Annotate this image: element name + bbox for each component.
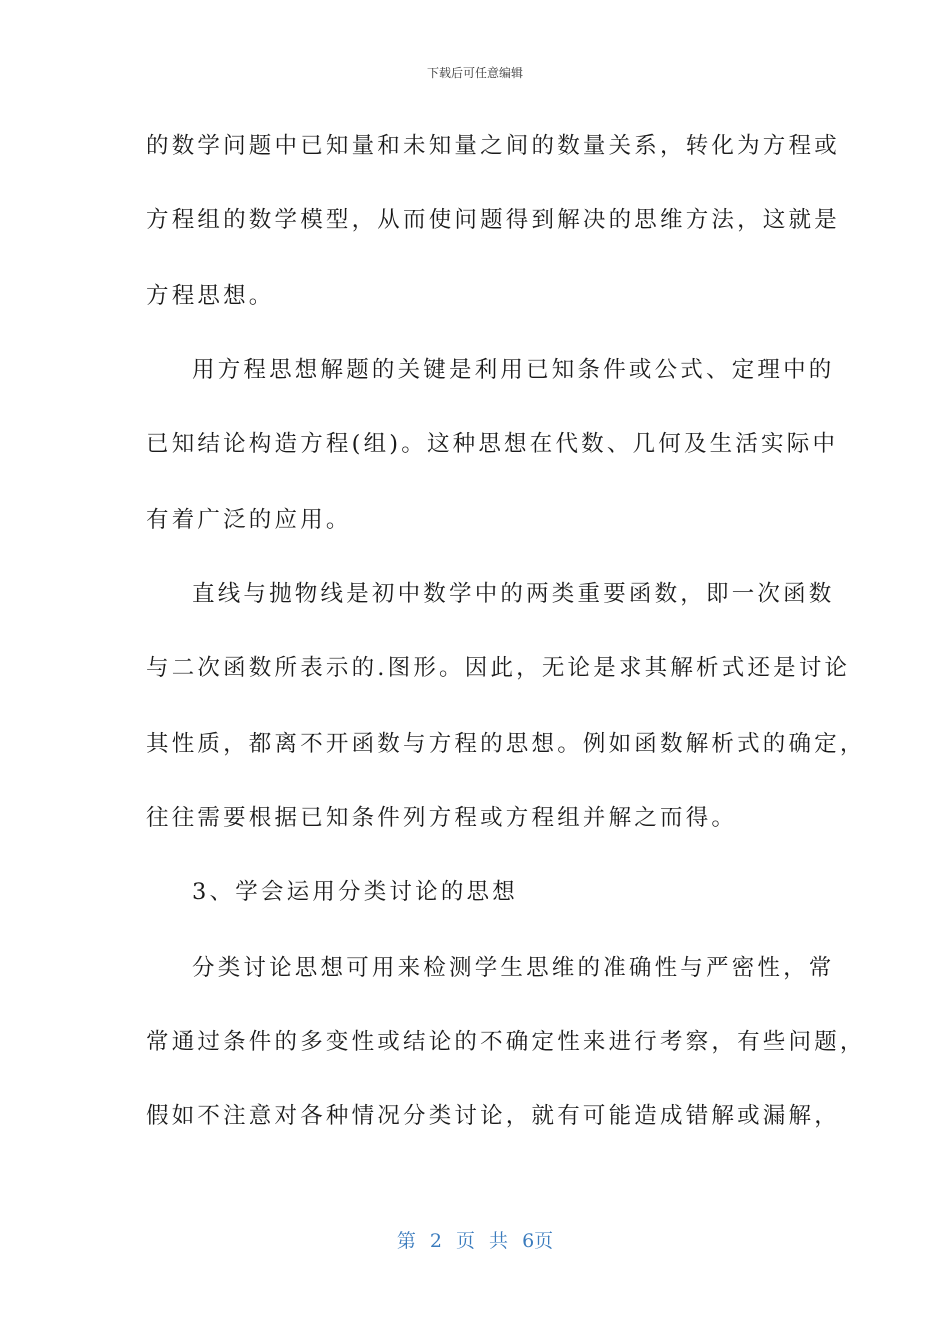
body-line: 假如不注意对各种情况分类讨论，就有可能造成错解或漏解，	[146, 1103, 840, 1129]
body-line: 其性质，都离不开函数与方程的思想。例如函数解析式的确定，	[146, 731, 866, 757]
body-line: 与二次函数所表示的.图形。因此，无论是求其解析式还是讨论	[146, 655, 851, 681]
body-line: 方程思想。	[146, 283, 275, 309]
body-line: 用方程思想解题的关键是利用已知条件或公式、定理中的	[192, 357, 835, 383]
body-line: 的数学问题中已知量和未知量之间的数量关系，转化为方程或	[146, 133, 840, 159]
body-line: 方程组的数学模型，从而使问题得到解决的思维方法，这就是	[146, 207, 840, 233]
body-line: 直线与抛物线是初中数学中的两类重要函数，即一次函数	[192, 581, 835, 607]
body-line: 有着广泛的应用。	[146, 507, 352, 533]
page-header: 下载后可任意编辑	[426, 66, 523, 80]
body-line: 常通过条件的多变性或结论的不确定性来进行考察，有些问题，	[146, 1029, 866, 1055]
section-heading: 3、学会运用分类讨论的思想	[192, 879, 518, 905]
body-line: 已知结论构造方程(组)。这种思想在代数、几何及生活实际中	[146, 431, 839, 457]
body-line: 分类讨论思想可用来检测学生思维的准确性与严密性，常	[192, 955, 835, 981]
body-line: 往往需要根据已知条件列方程或方程组并解之而得。	[146, 805, 738, 831]
page-number-footer: 第 2 页 共 6页	[396, 1230, 554, 1252]
